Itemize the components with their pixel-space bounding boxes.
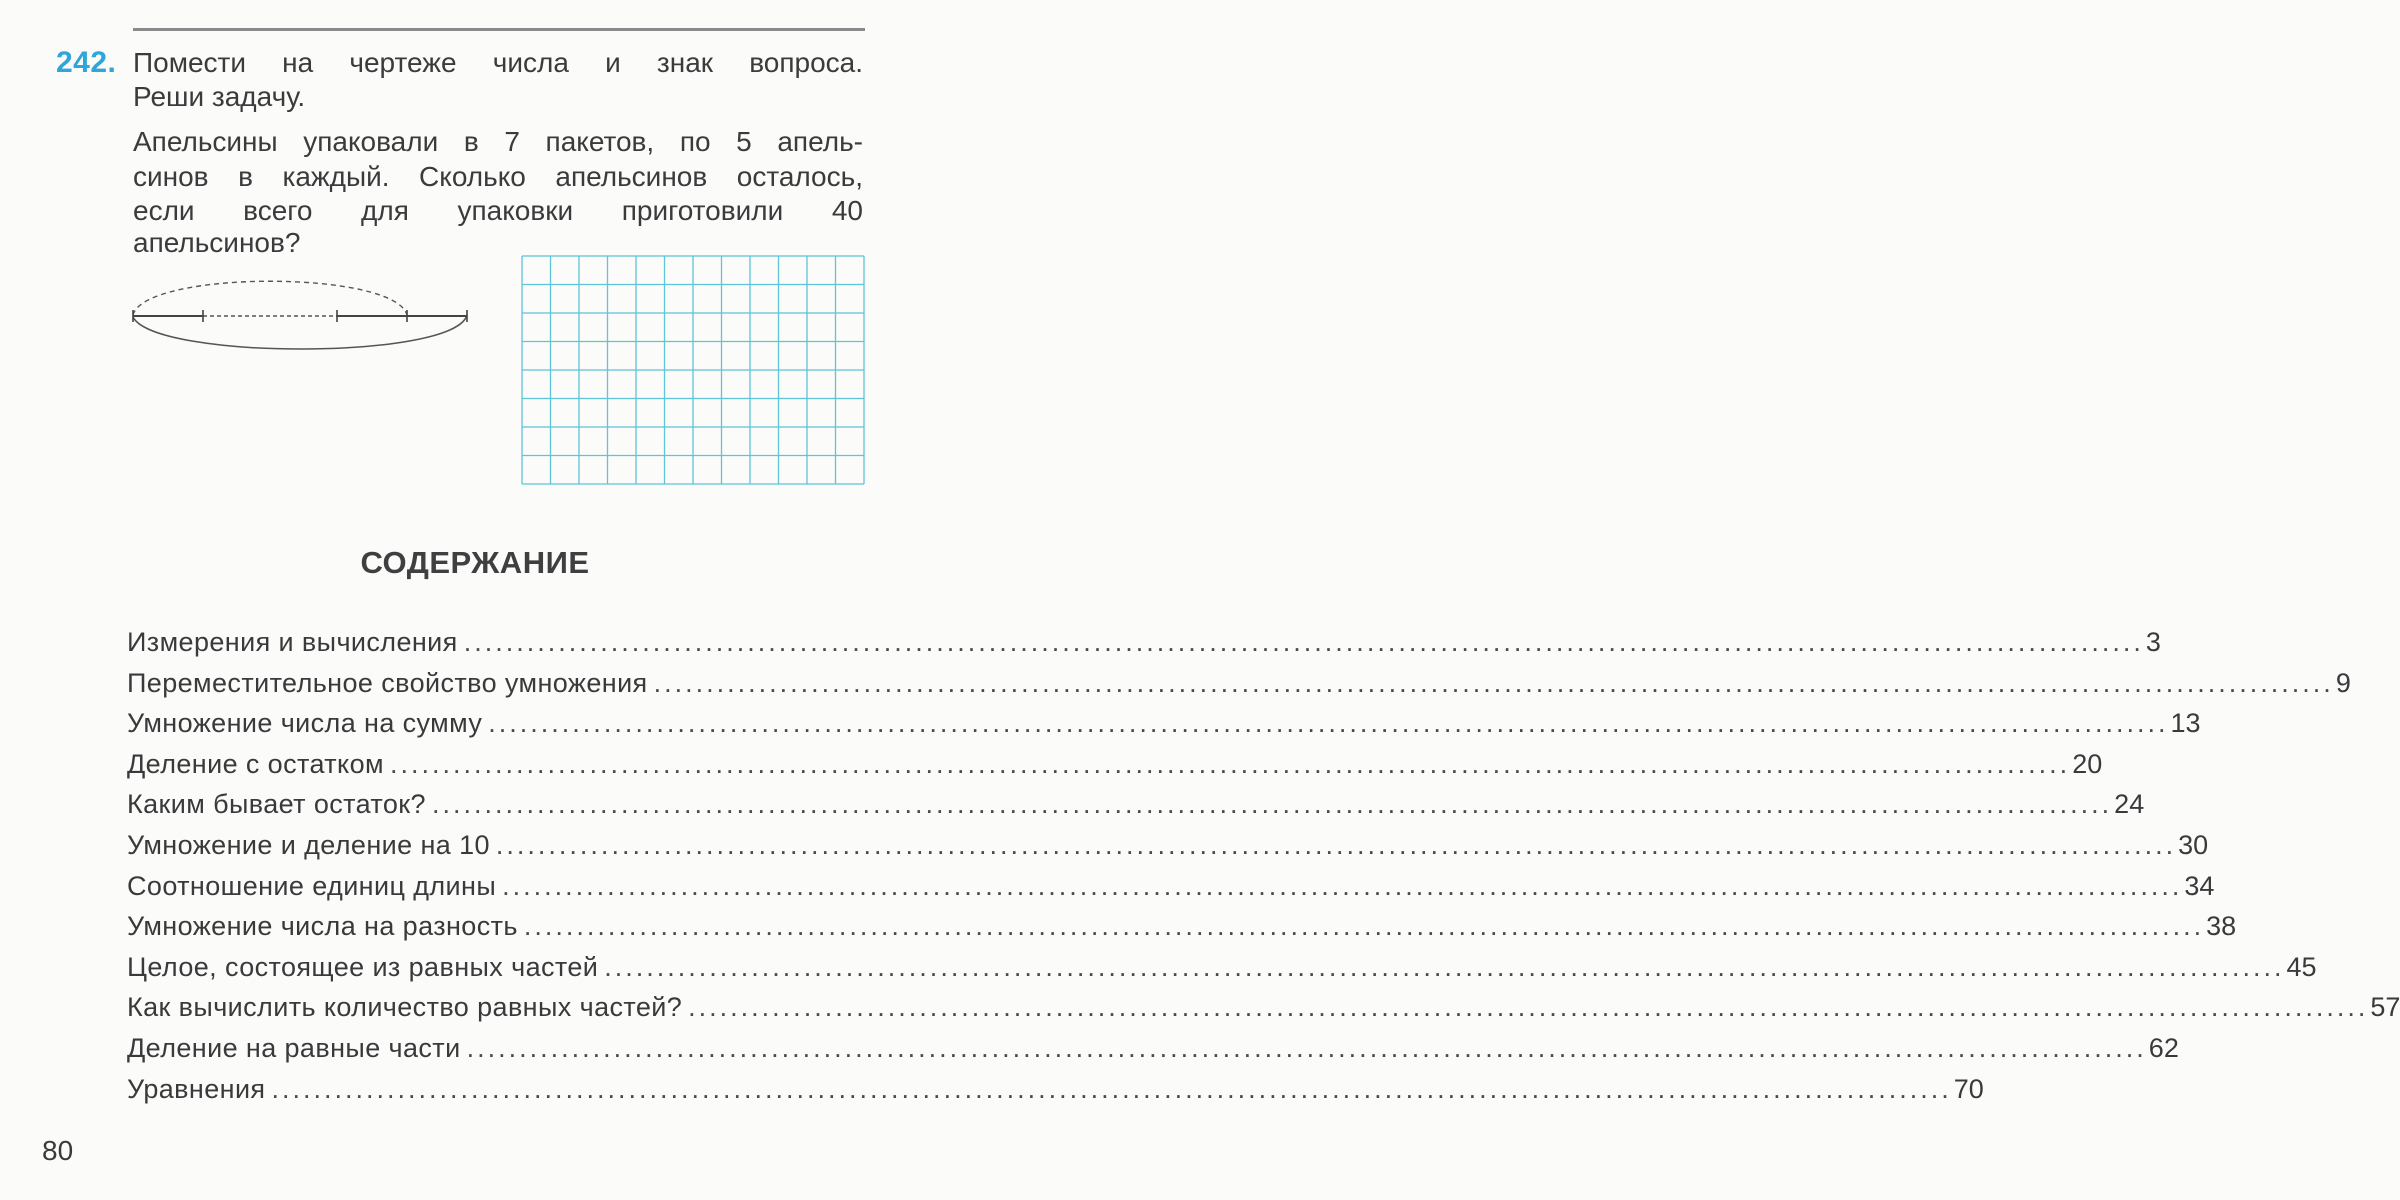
toc-row	[127, 668, 2351, 704]
toc-item-title: Умножение и деление на 10	[127, 830, 490, 860]
toc-row	[127, 911, 2237, 947]
page-number: 80	[42, 1135, 74, 1166]
toc-leader-dots: ................................................................................................................................................................	[463, 627, 2144, 657]
toc-item-title: Измерения и вычисления	[127, 627, 458, 657]
task-instruction-line-2: Реши задачу.	[133, 81, 306, 112]
toc-item-title: Деление с остатком	[127, 749, 384, 779]
toc-item-page: 38	[2206, 911, 2237, 941]
toc-row	[127, 789, 2145, 825]
toc-item-page: 34	[2184, 871, 2215, 901]
toc-item-page: 3	[2145, 627, 2161, 657]
toc-leader-dots: ................................................................................................................................................................	[604, 952, 2285, 982]
toc-item-title: Умножение числа на разность	[127, 911, 518, 941]
toc-row	[127, 627, 2161, 663]
toc-row	[127, 1074, 1984, 1110]
toc-item-page: 70	[1953, 1074, 1984, 1104]
toc-leader-dots: ................................................................................................................................................................	[523, 911, 2205, 941]
toc-item-page: 57	[2370, 992, 2400, 1022]
toc-leader-dots: ................................................................................................................................................................	[488, 708, 2169, 738]
toc-item-page: 30	[2178, 830, 2209, 860]
toc-row	[127, 1033, 2179, 1069]
toc-row	[127, 749, 2103, 785]
toc-leader-dots: ................................................................................................................................................................	[431, 789, 2113, 819]
solid-brace	[133, 315, 467, 349]
toc-leader-dots: ................................................................................................................................................................	[653, 668, 2334, 698]
toc-row	[127, 830, 2209, 866]
toc-item-page: 62	[2148, 1033, 2179, 1063]
segment-diagram	[125, 275, 475, 355]
toc-row	[127, 708, 2201, 744]
answer-grid	[521, 255, 867, 495]
toc-item-page: 45	[2286, 952, 2317, 982]
toc-item-title: Уравнения	[127, 1074, 266, 1104]
toc-item-title: Как вычислить количество равных частей?	[127, 992, 683, 1022]
toc-item-title: Каким бывает остаток?	[127, 789, 426, 819]
toc-leader-dots: ................................................................................................................................................................	[466, 1033, 2147, 1063]
toc-title: СОДЕРЖАНИЕ	[360, 545, 590, 580]
toc-item-page: 13	[2170, 708, 2201, 738]
toc-row	[127, 992, 2400, 1028]
dashed-brace	[133, 281, 407, 315]
toc-leader-dots: ................................................................................................................................................................	[271, 1074, 1952, 1104]
toc-row	[127, 952, 2317, 988]
task-number: 242.	[56, 46, 117, 79]
toc-item-title: Умножение числа на сумму	[127, 708, 483, 738]
toc-leader-dots: ................................................................................................................................................................	[389, 749, 2071, 779]
problem-line-2: синов в каждый. Сколько апельсинов осталось,	[133, 161, 863, 192]
toc-item-page: 24	[2114, 789, 2145, 819]
toc-item-title: Переместительное свойство умножения	[127, 668, 648, 698]
toc-leader-dots: ................................................................................................................................................................	[502, 871, 2183, 901]
toc-item-page: 9	[2335, 668, 2351, 698]
task-instruction-line-1: Помести на чертеже числа и знак вопроса.	[133, 47, 863, 78]
problem-line-1: Апельсины упаковали в 7 пакетов, по 5 апель-	[133, 126, 863, 157]
problem-line-3: если всего для упаковки приготовили 40	[133, 195, 863, 226]
toc-leader-dots: ................................................................................................................................................................	[495, 830, 2177, 860]
toc-row	[127, 871, 2215, 907]
toc-item-title: Целое, состоящее из равных частей	[127, 952, 599, 982]
toc-item-title: Соотношение единиц длины	[127, 871, 497, 901]
toc-leader-dots: ................................................................................................................................................................	[688, 992, 2369, 1022]
toc-item-title: Деление на равные части	[127, 1033, 461, 1063]
problem-line-4: апельсинов?	[133, 227, 301, 258]
top-rule	[133, 28, 865, 31]
toc-item-page: 20	[2072, 749, 2103, 779]
